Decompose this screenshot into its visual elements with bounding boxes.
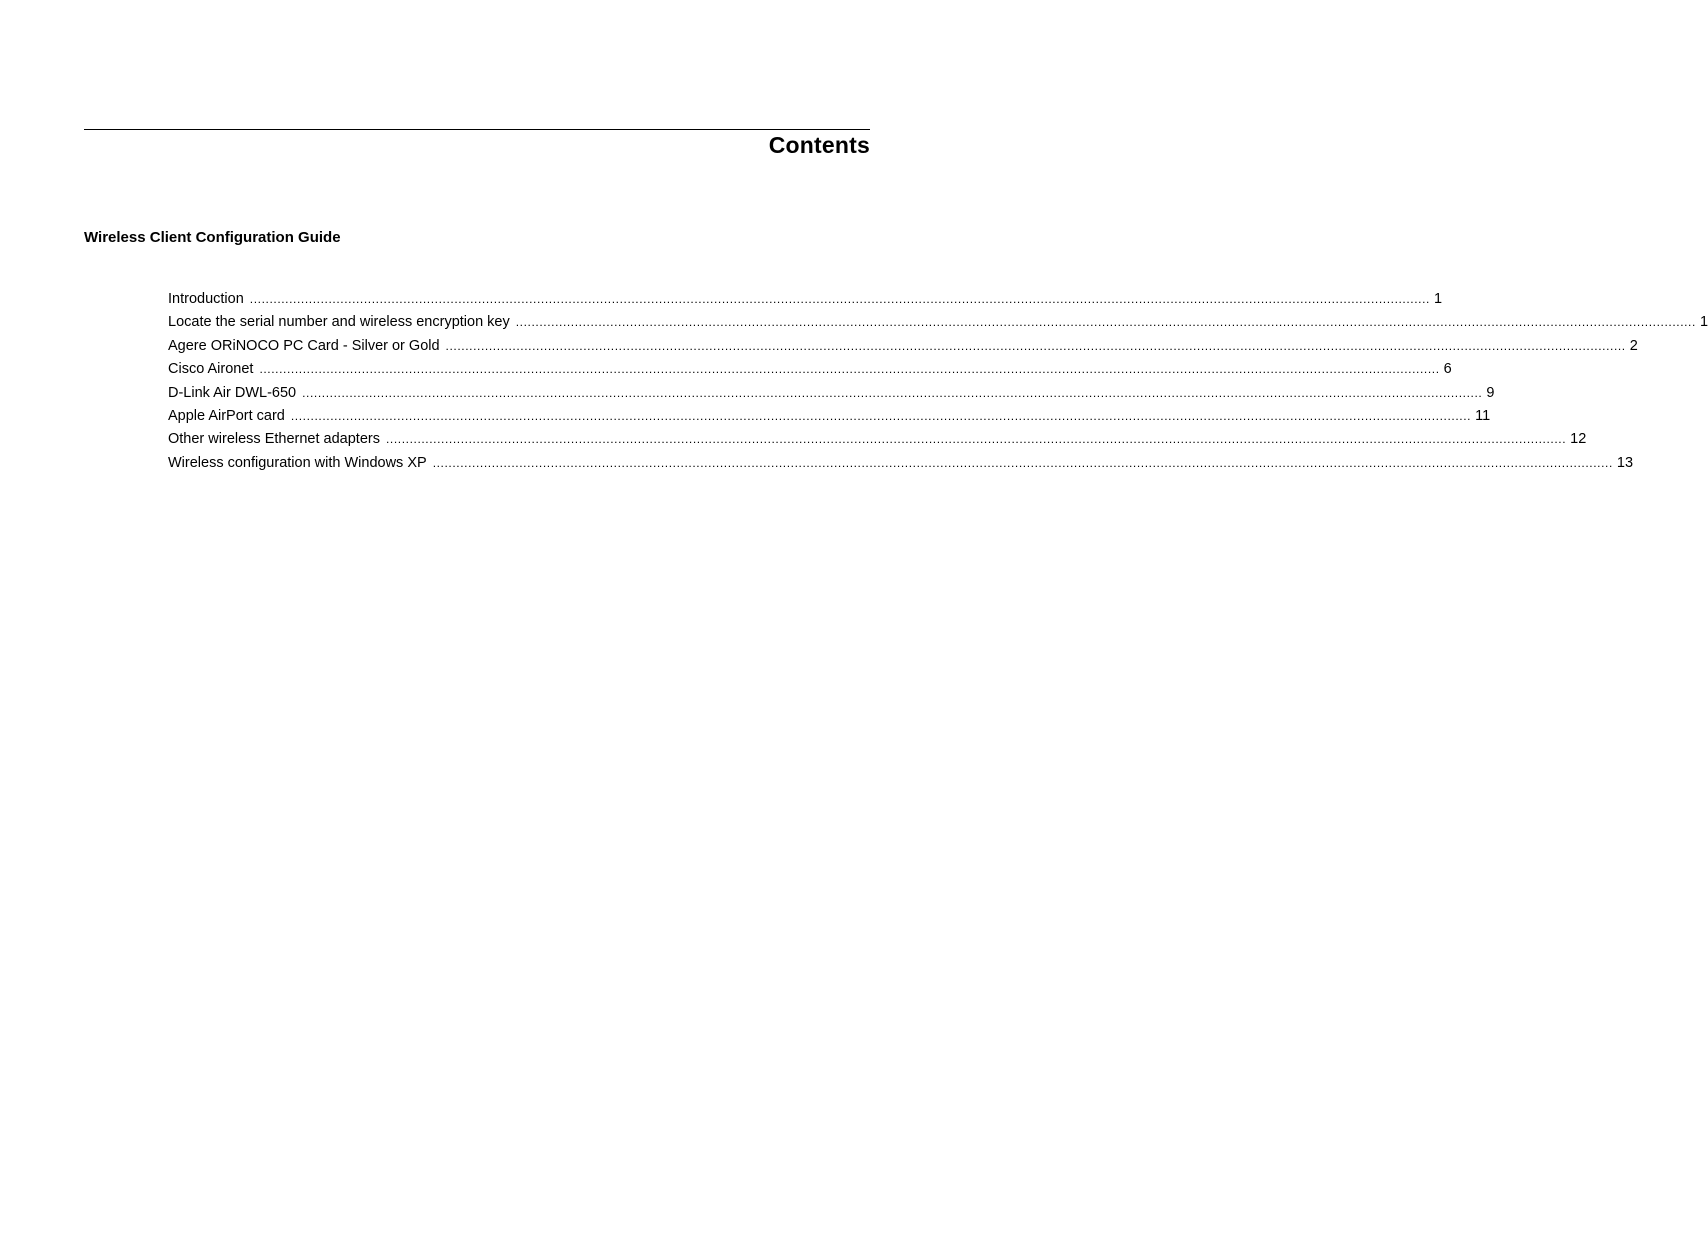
toc-dot-leader: ............................................................................................................................................................................................................................................................................................................ xyxy=(385,432,1567,447)
toc-entry-dlink-air[interactable] xyxy=(168,382,1495,405)
toc-dot-leader: ............................................................................................................................................................................................................................................................................................................ xyxy=(259,362,1440,377)
toc-entry-label: Agere ORiNOCO PC Card - Silver or Gold xyxy=(168,337,440,354)
toc-entry-serial-number[interactable] xyxy=(168,311,1708,334)
section-title: Wireless Client Configuration Guide xyxy=(84,229,341,246)
toc-dot-leader: ............................................................................................................................................................................................................................................................................................................ xyxy=(515,315,1696,330)
toc-entry-label: Introduction xyxy=(168,291,244,307)
toc-entry-page: 13 xyxy=(1616,454,1634,471)
toc-entry-label: Locate the serial number and wireless encryption key xyxy=(168,314,510,331)
toc-dot-leader: ............................................................................................................................................................................................................................................................................................................ xyxy=(302,385,1483,400)
toc-entry-page: 6 xyxy=(1443,361,1452,378)
toc-dot-leader: ............................................................................................................................................................................................................................................................................................................ xyxy=(445,338,1626,353)
toc-entry-page: 12 xyxy=(1570,431,1587,448)
toc-entry-label: D-Link Air DWL-650 xyxy=(168,384,297,401)
table-of-contents xyxy=(168,288,1708,475)
toc-entry-label: Apple AirPort card xyxy=(168,407,285,424)
toc-entry-page: 1 xyxy=(1433,291,1443,307)
toc-dot-leader: ............................................................................................................................................................................................................................................................................................................ xyxy=(432,455,1613,470)
toc-entry-cisco-aironet[interactable] xyxy=(168,358,1452,381)
toc-dot-leader: ............................................................................................................................................................................................................................................................................................................ xyxy=(249,292,1430,306)
toc-entry-page: 9 xyxy=(1486,384,1495,401)
toc-entry-agere-orinoco[interactable] xyxy=(168,335,1638,358)
toc-entry-label: Wireless configuration with Windows XP xyxy=(168,454,427,471)
toc-entry-label: Other wireless Ethernet adapters xyxy=(168,431,380,448)
toc-entry-windows-xp[interactable] xyxy=(168,452,1634,475)
toc-entry-label: Cisco Aironet xyxy=(168,361,254,378)
toc-entry-page: 2 xyxy=(1629,337,1638,354)
toc-entry-page: 1 xyxy=(1699,314,1708,331)
header-rule xyxy=(84,129,870,130)
toc-entry-introduction[interactable] xyxy=(168,288,1443,311)
toc-entry-other-adapters[interactable] xyxy=(168,428,1587,451)
toc-entry-apple-airport[interactable] xyxy=(168,405,1491,428)
toc-dot-leader: ............................................................................................................................................................................................................................................................................................................ xyxy=(290,408,1472,423)
toc-entry-page: 11 xyxy=(1475,407,1491,424)
page-title: Contents xyxy=(768,132,870,158)
